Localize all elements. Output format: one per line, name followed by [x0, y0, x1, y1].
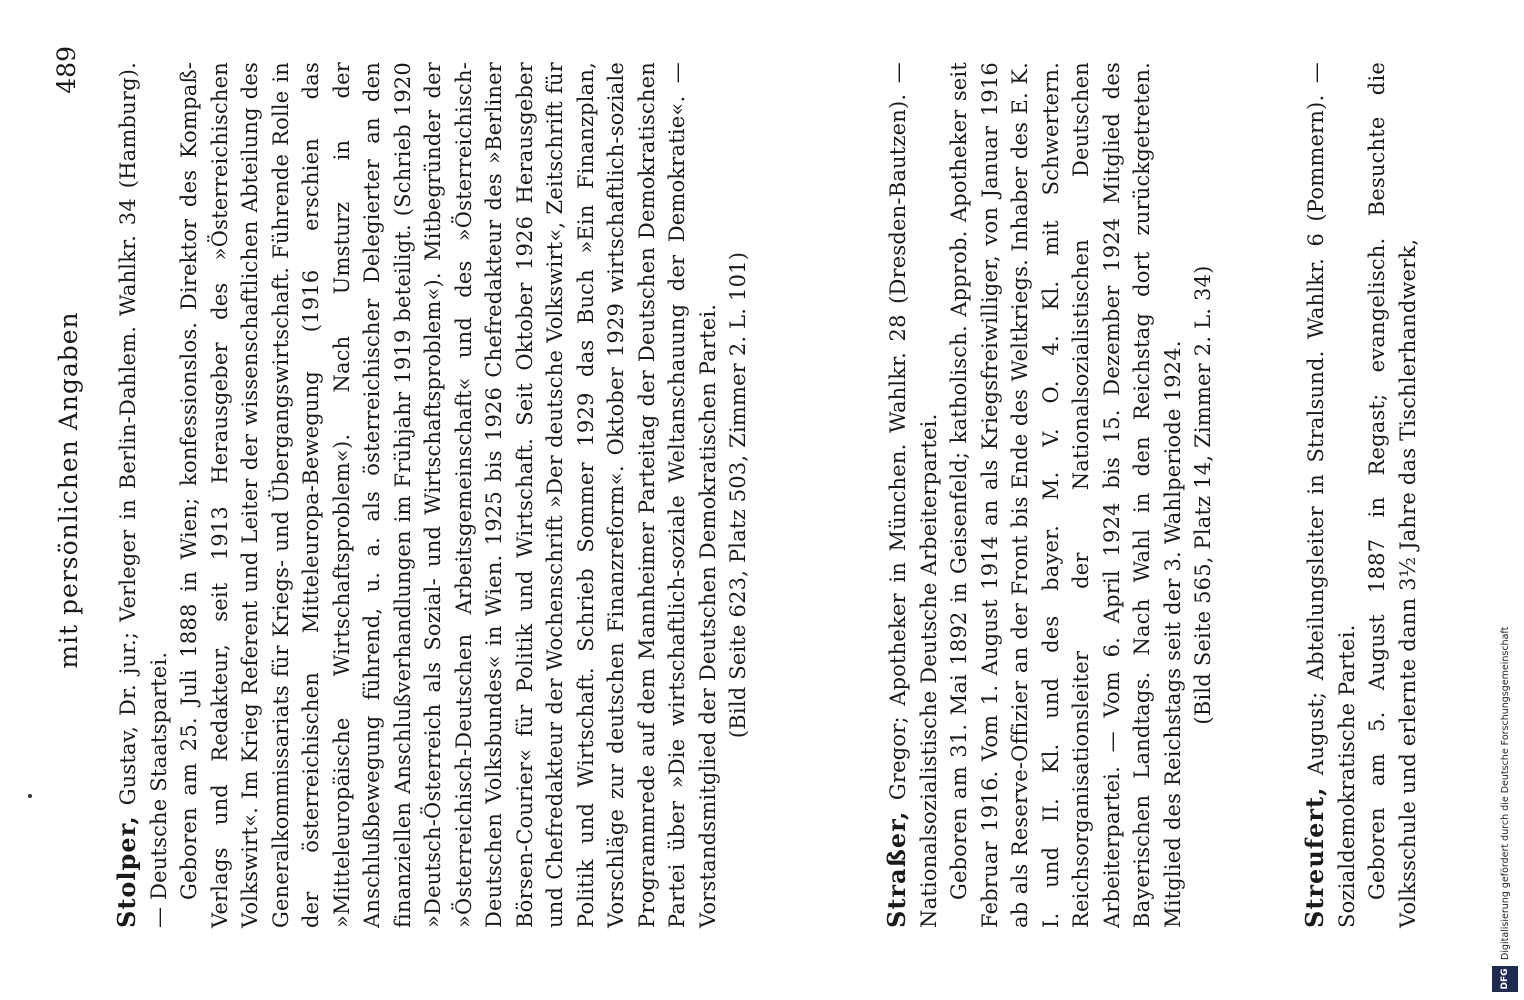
page-header: [52, 42, 86, 938]
biography-entry-strasser: [882, 62, 1216, 928]
entry-caption: (Bild Seite 565, Platz 14, Zimmer 2. L. 34): [1191, 265, 1215, 725]
dfg-logo: DFG: [1492, 966, 1518, 992]
funding-note: Digitalisierung gefördert durch die Deutsche Forschungsgemeinschaft: [1500, 626, 1511, 960]
entry-intro: Gregor; Apotheker in München. Wahlkr. 28 (Dresden-Bautzen). — Nationalsozialistische Deutsche Arbeiterpartei.: [886, 62, 941, 928]
entry-body: Geboren am 25. Juli 1888 in Wien; konfessionslos. Direktor des Kompaß-Verlags und Redakteur, seit 1913 Herausgeber des »Österreichischen Volkswirt«. Im Krieg Referent und Leiter der wissenschaftlichen Abteilung des Generalkommissariats für Kriegs- und Übergangswirtschaft. Führende Rolle in der österreichischen Mitteleuropa-Bewegung (1916 erschien das »Mitteleuropäische Wirtschaftsproblem«). Nach Umsturz in der Anschlußbewegung führend, u. a. als österreichischer Delegierter an den finanziellen Anschlußverhandlungen im Frühjahr 1919 beteiligt. (Schrieb 1920 »Deutsch-Österreich als Sozial- und Wirtschaftsproblem«). Mitbegründer der »Österreichisch-Deutschen Arbeitsgemeinschaft« und des »Österreichisch-Deutschen Volksbundes« in Wien. 1925 bis 1926 Chefredakteur des »Berliner Börsen-Courier« für Politik und Wirtschaft. Seit Oktober 1926 Herausgeber und Chefredakteur der Wochenschrift »Der deutsche Volkswirt«, Zeitschrift für Politik und Wirtschaft. Schrieb Sommer 1929 das Buch »Ein Finanzplan, Vorschläge zur deutschen Finanzreform«. Oktober 1929 wirtschaftlich-soziale Programmrede auf dem Mannheimer Parteitag der Deutschen Demokratischen Partei über »Die wirtschaftlich-soziale Weltanschauung der Demokratie«. — Vorstandsmitglied der Deutschen Demokratischen Partei.: [177, 62, 720, 928]
digitization-footer: [1482, 0, 1522, 1000]
entry-intro: Gustav, Dr. jur.; Verleger in Berlin-Dahlem. Wahlkr. 34 (Hamburg). — Deutsche Staatspartei.: [116, 62, 171, 928]
page-number: 489: [52, 46, 81, 94]
running-title: mit persönlichen Angaben: [54, 311, 83, 669]
entry-name: Straßer,: [882, 810, 911, 928]
entry-caption: (Bild Seite 623, Platz 503, Zimmer 2. L. 101): [726, 251, 750, 739]
entry-body: Geboren am 5. August 1887 in Regast; evangelisch. Besuchte die Volksschule und erlernte dann 3½ Jahre das Tischlerhandwerk,: [1365, 62, 1420, 928]
entry-name: Stolper,: [112, 815, 141, 928]
scan-speck: [28, 794, 32, 798]
biography-entry-stolper: [112, 62, 751, 928]
entry-name: Streufert,: [1300, 786, 1329, 928]
entry-body: Geboren am 31. Mai 1892 in Geisenfeld; katholisch. Approb. Apotheker seit Februar 1916. Vom 1. August 1914 an als Kriegsfreiwilliger, von Januar 1916 ab als Reserve-Offizier an der Front bis Ende des Weltkriegs. Inhaber des E. K. I. und II. Kl. und des bayer. M. V. O. 4. Kl. mit Schwertern. Reichsorganisationsleiter der Nationalsozialistischen Deutschen Arbeiterpartei. — Vom 6. April 1924 bis 15. Dezember 1924 Mitglied des Bayerischen Landtags. Nach Wahl in den Reichstag dort zurückgetreten. Mitglied des Reichstags seit der 3. Wahlperiode 1924.: [947, 62, 1185, 928]
entry-intro: August; Abteilungsleiter in Stralsund. Wahlkr. 6 (Pommern). — Sozialdemokratische Partei.: [1304, 62, 1359, 928]
biography-entry-streufert: [1300, 62, 1423, 928]
